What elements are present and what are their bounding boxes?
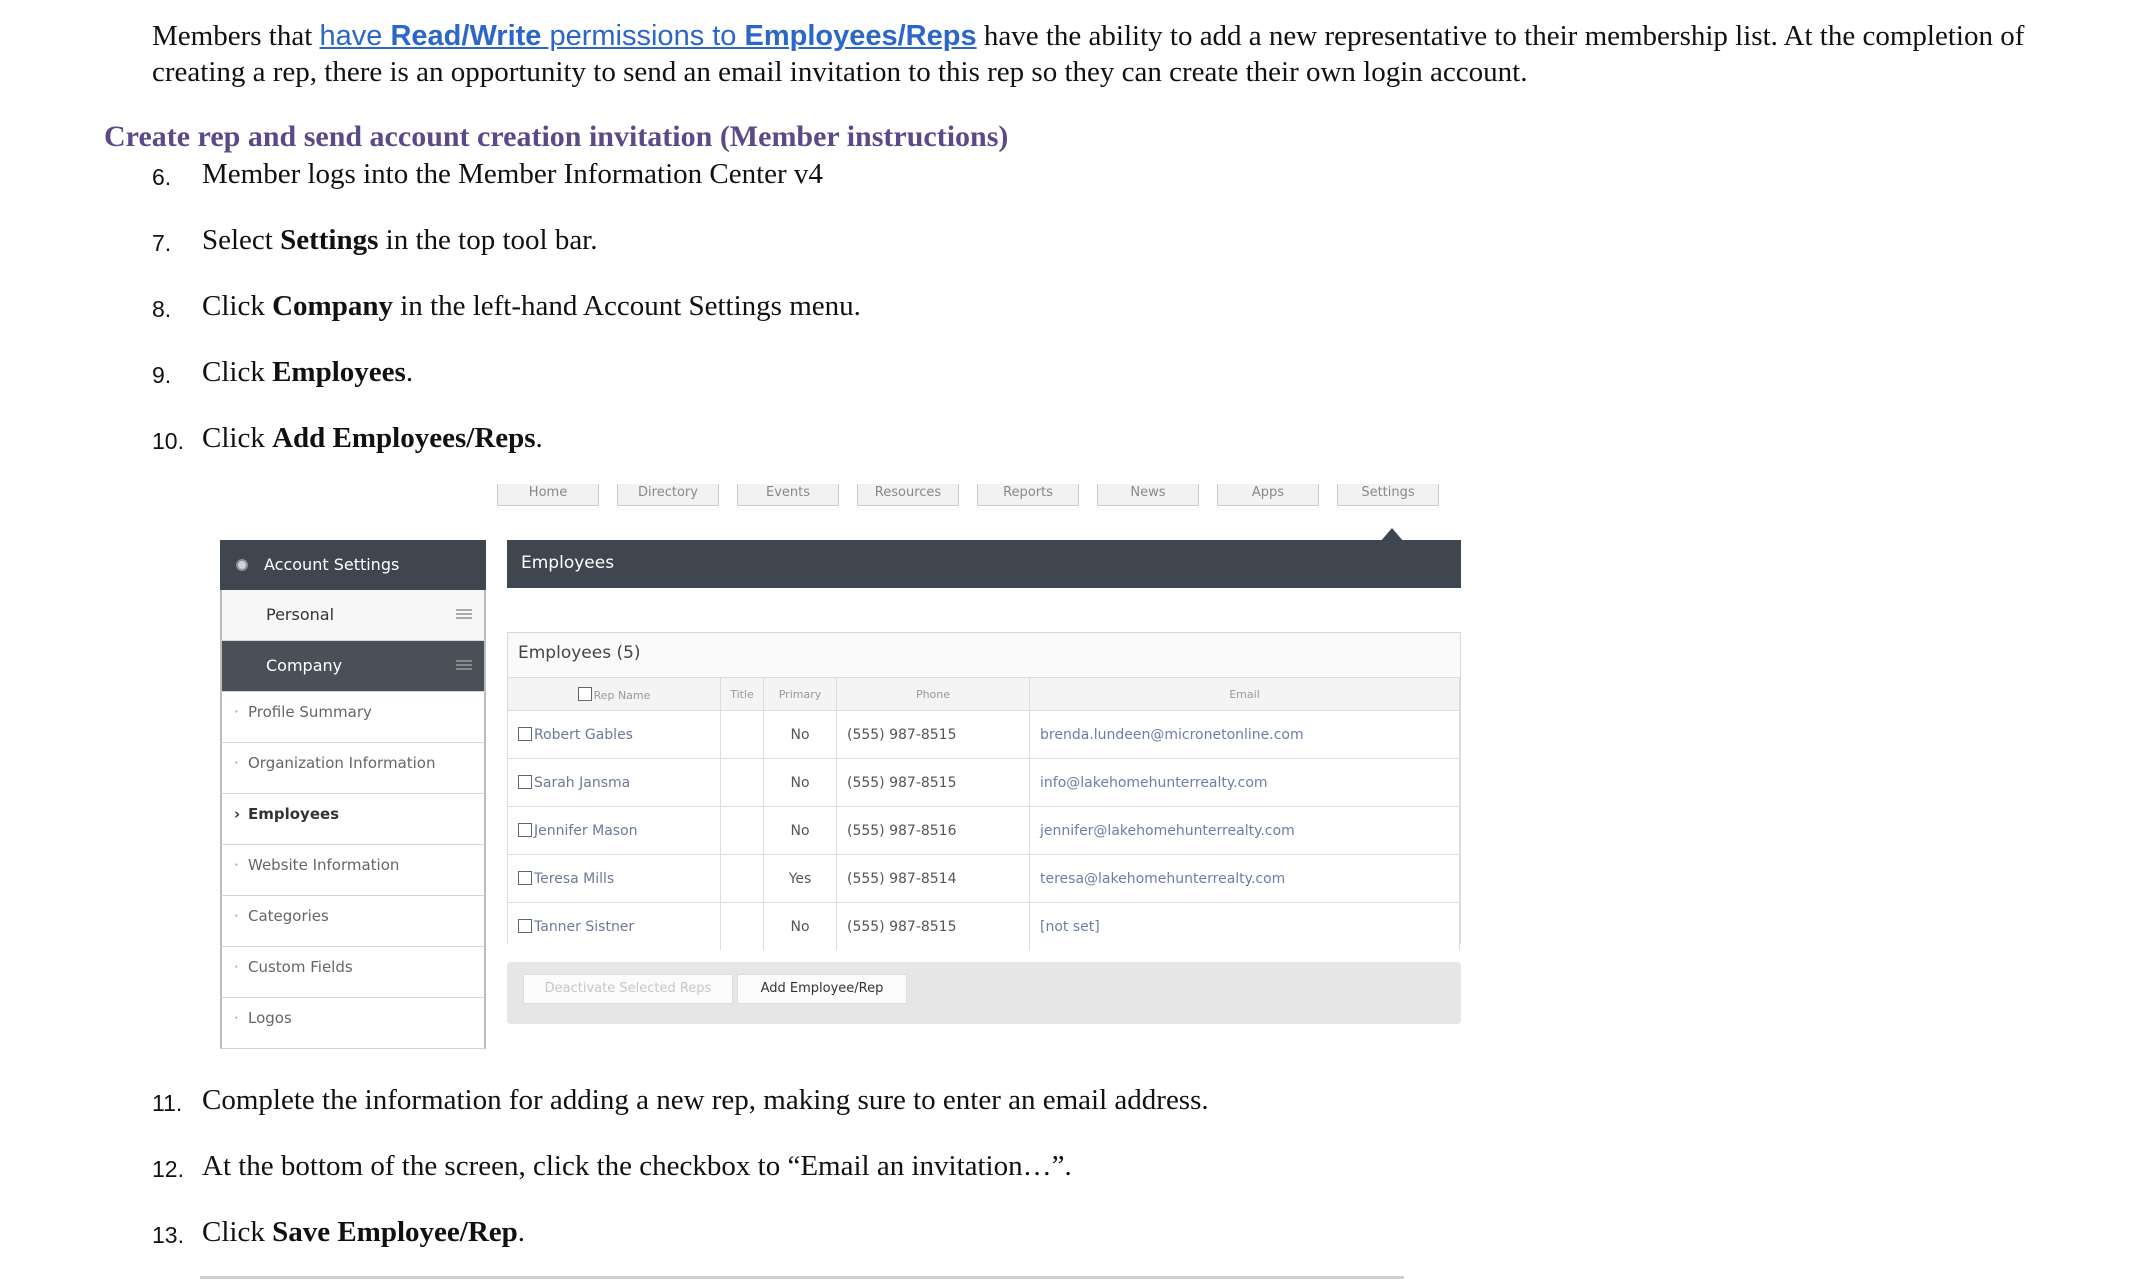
rep-name-cell[interactable] <box>508 903 721 951</box>
deactivate-reps-button[interactable]: Deactivate Selected Reps <box>523 974 733 1004</box>
title-cell <box>721 711 764 759</box>
step-text <box>202 156 823 195</box>
row-checkbox[interactable] <box>518 727 532 741</box>
email-cell[interactable]: brenda.lundeen@micronetonline.com <box>1030 711 1460 759</box>
submenu-logos[interactable]: · Logos <box>220 998 486 1049</box>
panel-footer <box>507 962 1461 1024</box>
step-number: 10. <box>152 428 184 454</box>
title-cell <box>721 855 764 903</box>
radio-icon <box>236 559 248 571</box>
rep-name: Sarah Jansma <box>534 774 631 791</box>
row-checkbox[interactable] <box>518 823 532 837</box>
step-pre: Click <box>202 1216 273 1248</box>
email-cell[interactable]: jennifer@lakehomehunterrealty.com <box>1030 807 1460 855</box>
step-item <box>152 354 413 393</box>
col-primary[interactable]: Primary <box>764 678 837 711</box>
menu-item-personal[interactable] <box>220 590 486 641</box>
submenu-custom-fields[interactable]: · Custom Fields <box>220 947 486 998</box>
account-settings-menu <box>220 540 486 1049</box>
employees-panel <box>507 632 1461 944</box>
step-pre: At the bottom of the screen, click the checkbox to “Email an invitation…”. <box>202 1150 1072 1182</box>
rep-name-cell[interactable] <box>508 711 721 759</box>
nav-tab-settings[interactable]: Settings <box>1337 484 1439 506</box>
menu-label: Personal <box>266 605 335 624</box>
menu-item-company[interactable] <box>220 641 486 692</box>
submenu-organization-information[interactable]: · Organization Information <box>220 743 486 794</box>
step-item <box>152 1148 1072 1187</box>
step-bold: Add Employees/Reps <box>272 422 536 454</box>
step-pre: Click <box>202 290 273 322</box>
step-item <box>152 1214 525 1253</box>
step-bold: Employees <box>272 356 406 388</box>
step-number: 12. <box>152 1156 184 1182</box>
nav-tab-directory[interactable]: Directory <box>617 484 719 506</box>
add-employee-rep-button[interactable]: Add Employee/Rep <box>737 974 907 1004</box>
step-text <box>202 288 861 327</box>
primary-cell: No <box>764 807 837 855</box>
email-cell[interactable]: [not set] <box>1030 903 1460 951</box>
rep-name-cell[interactable] <box>508 807 721 855</box>
step-item <box>152 288 861 327</box>
submenu-categories[interactable]: · Categories <box>220 896 486 947</box>
step-item <box>152 1082 1209 1121</box>
top-toolbar <box>497 484 1457 510</box>
submenu-website-information[interactable]: · Website Information <box>220 845 486 896</box>
step-post: . <box>405 356 414 388</box>
rep-name-cell[interactable] <box>508 759 721 807</box>
title-cell <box>721 807 764 855</box>
phone-cell: (555) 987-8515 <box>837 759 1030 807</box>
step-bold: Settings <box>280 224 379 256</box>
phone-cell: (555) 987-8515 <box>837 903 1030 951</box>
step-number: 6. <box>152 164 172 190</box>
employees-header: Employees <box>507 540 1461 588</box>
permissions-link[interactable] <box>320 20 977 52</box>
step-text <box>202 420 543 459</box>
step-number: 11. <box>152 1090 183 1116</box>
nav-tab-resources[interactable]: Resources <box>857 484 959 506</box>
nav-tab-events[interactable]: Events <box>737 484 839 506</box>
step-pre: Click <box>202 422 273 454</box>
table-row <box>508 711 1460 759</box>
step-number: 7. <box>152 230 172 256</box>
col-title[interactable]: Title <box>721 678 764 711</box>
nav-tab-news[interactable]: News <box>1097 484 1199 506</box>
step-pre: Select <box>202 224 281 256</box>
rep-name: Tanner Sistner <box>534 918 635 935</box>
intro-text: have the ability to add a new representative to their membership list. At the completion of creating a rep, there is an opportunity to send an email invitation to this rep so they can create their own login account. <box>152 20 2025 88</box>
grip-icon <box>456 660 472 672</box>
link-part: Employees/Reps <box>744 20 977 52</box>
step-pre: Complete the information for adding a new rep, making sure to enter an email address. <box>202 1084 1209 1116</box>
rep-name: Robert Gables <box>534 726 633 743</box>
step-text <box>202 222 598 261</box>
step-text <box>202 1082 1209 1121</box>
step-post: in the left-hand Account Settings menu. <box>392 290 861 322</box>
divider <box>200 1276 1404 1279</box>
step-number: 9. <box>152 362 172 388</box>
account-settings-label: Account Settings <box>264 555 400 574</box>
primary-cell: Yes <box>764 855 837 903</box>
title-cell <box>721 903 764 951</box>
step-post: . <box>535 422 543 454</box>
step-item <box>152 420 543 459</box>
table-row <box>508 903 1460 951</box>
rep-name: Teresa Mills <box>534 870 615 887</box>
step-text <box>202 1214 525 1253</box>
primary-cell: No <box>764 711 837 759</box>
step-bold: Company <box>272 290 393 322</box>
step-number: 8. <box>152 296 172 322</box>
row-checkbox[interactable] <box>518 919 532 933</box>
table-row <box>508 807 1460 855</box>
nav-tab-reports[interactable]: Reports <box>977 484 1079 506</box>
primary-cell: No <box>764 759 837 807</box>
account-settings-header[interactable] <box>220 540 486 590</box>
nav-tab-apps[interactable]: Apps <box>1217 484 1319 506</box>
grip-icon <box>456 609 472 621</box>
intro-paragraph <box>152 18 2112 90</box>
col-email[interactable]: Email <box>1030 678 1460 711</box>
row-checkbox[interactable] <box>518 775 532 789</box>
col-rep-name[interactable] <box>508 678 721 711</box>
step-pre: Click <box>202 356 273 388</box>
col-phone[interactable]: Phone <box>837 678 1030 711</box>
step-post: in the top tool bar. <box>378 224 598 256</box>
table-header-row <box>508 678 1460 711</box>
email-cell[interactable]: teresa@lakehomehunterrealty.com <box>1030 855 1460 903</box>
phone-cell: (555) 987-8516 <box>837 807 1030 855</box>
step-post: . <box>517 1216 526 1248</box>
submenu-profile-summary[interactable]: · Profile Summary <box>220 692 486 743</box>
row-checkbox[interactable] <box>518 871 532 885</box>
link-part: Read/Write <box>390 20 542 52</box>
menu-label: Company <box>266 656 343 675</box>
intro-text: Members that <box>152 20 320 52</box>
step-pre: Member logs into the Member Information Center v4 <box>202 158 823 190</box>
step-bold: Save Employee/Rep <box>272 1216 518 1248</box>
step-text <box>202 1148 1072 1187</box>
step-number: 13. <box>152 1222 184 1248</box>
col-label: Rep Name <box>593 688 651 702</box>
embedded-screenshot <box>200 484 1470 1054</box>
rep-name-cell[interactable] <box>508 855 721 903</box>
employees-table <box>508 677 1460 950</box>
panel-title: Employees (5) <box>518 643 641 663</box>
nav-tab-home[interactable]: Home <box>497 484 599 506</box>
table-row <box>508 855 1460 903</box>
link-part: permissions to <box>541 20 745 52</box>
link-part: have <box>319 20 391 52</box>
step-text <box>202 354 413 393</box>
title-cell <box>721 759 764 807</box>
step-item <box>152 222 598 261</box>
table-row <box>508 759 1460 807</box>
phone-cell: (555) 987-8515 <box>837 711 1030 759</box>
phone-cell: (555) 987-8514 <box>837 855 1030 903</box>
step-item <box>152 156 823 195</box>
section-heading: Create rep and send account creation invitation (Member instructions) <box>104 120 1009 153</box>
submenu-employees[interactable]: › Employees <box>220 794 486 845</box>
select-all-checkbox[interactable] <box>578 687 592 701</box>
email-cell[interactable]: info@lakehomehunterrealty.com <box>1030 759 1460 807</box>
rep-name: Jennifer Mason <box>534 822 638 839</box>
primary-cell: No <box>764 903 837 951</box>
